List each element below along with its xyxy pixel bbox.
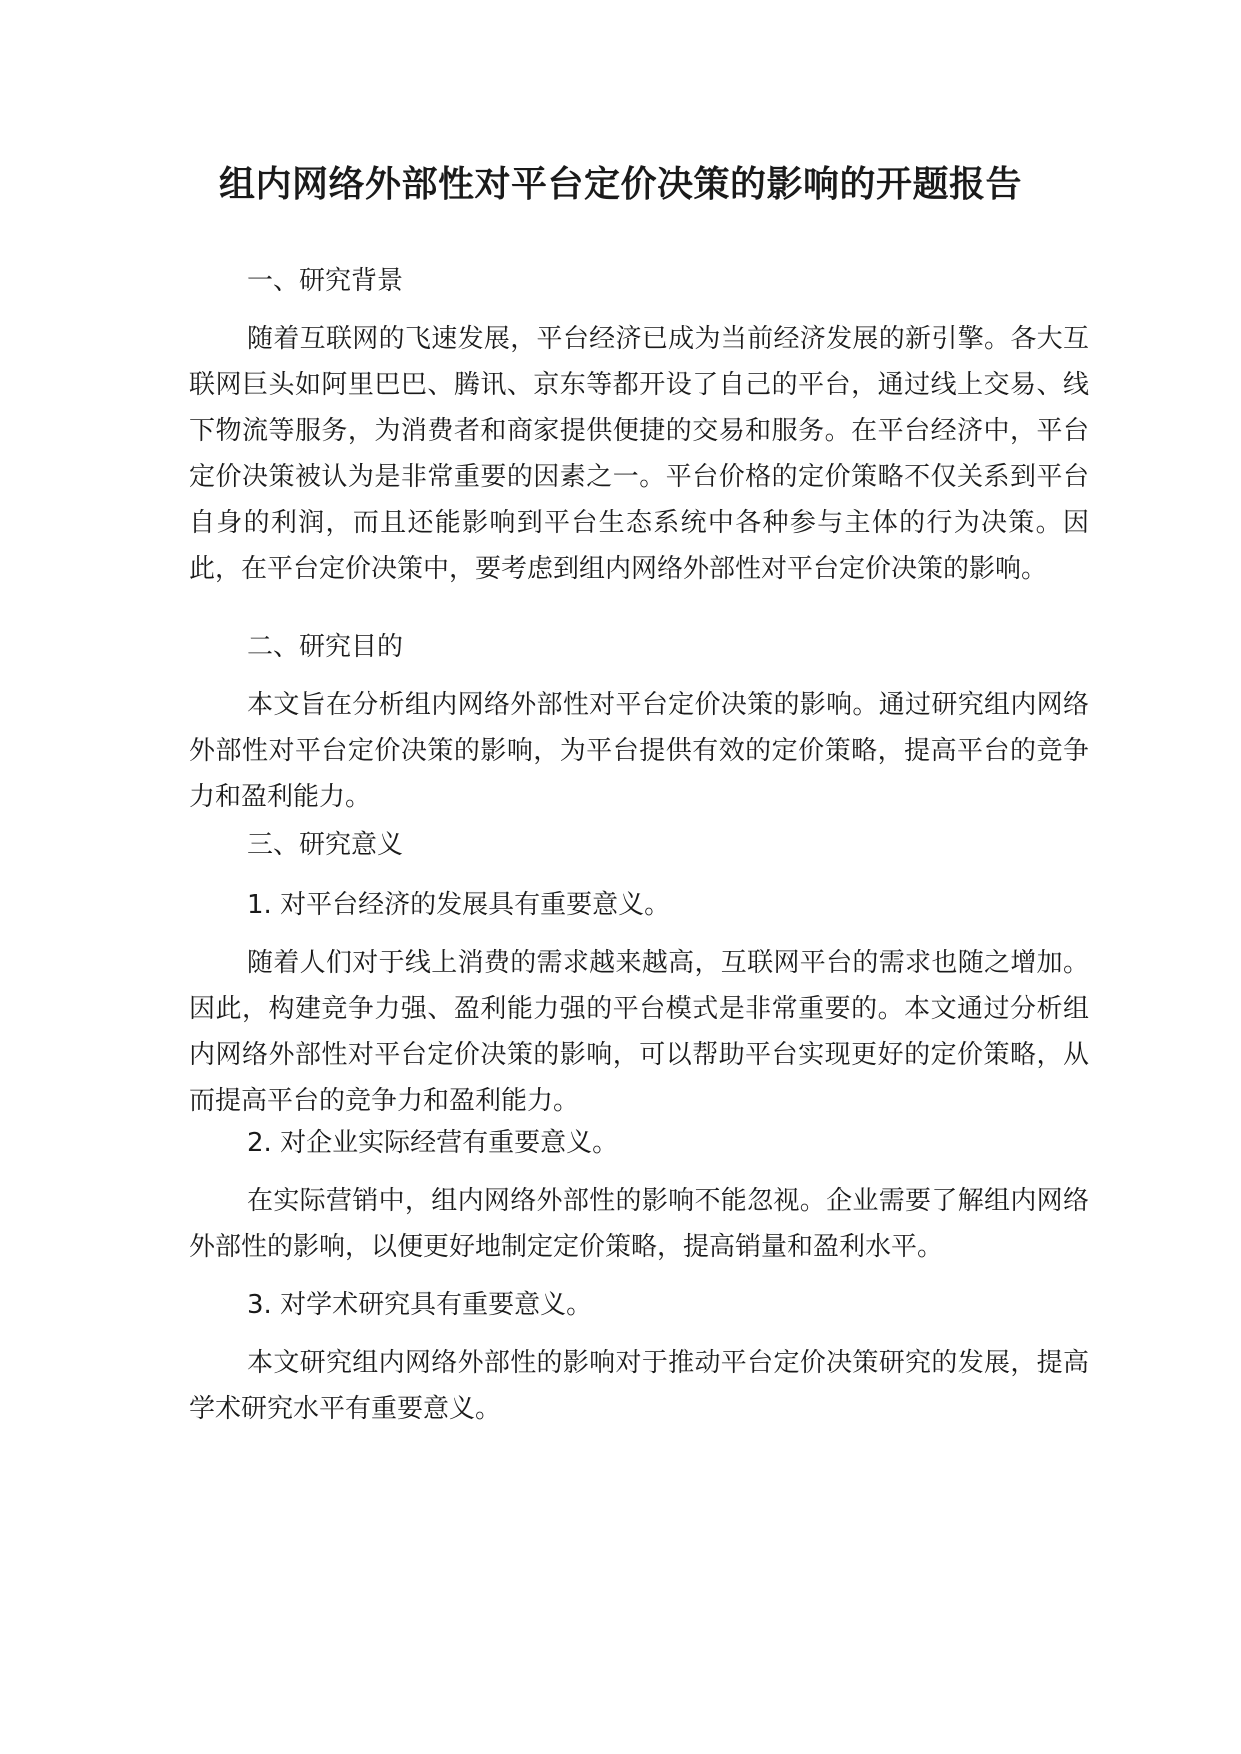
item-paragraph-3: 本文研究组内网络外部性的影响对于推动平台定价决策研究的发展，提高学术研究水平有重要意义。 <box>189 1348 1089 1424</box>
section-heading-background: 一、研究背景 <box>247 266 404 296</box>
item-heading-3: 3. 对学术研究具有重要意义。 <box>247 1290 593 1320</box>
item-paragraph-1: 随着人们对于线上消费的需求越来越高，互联网平台的需求也随之增加。因此，构建竞争力强、盈利能力强的平台模式是非常重要的。本文通过分析组内网络外部性对平台定价决策的影响，可以帮助平台实现更好的定价策略，从而提高平台的竞争力和盈利能力。 <box>189 948 1089 1116</box>
paragraph-background: 随着互联网的飞速发展，平台经济已成为当前经济发展的新引擎。各大互联网巨头如阿里巴巴、腾讯、京东等都开设了自己的平台，通过线上交易、线下物流等服务，为消费者和商家提供便捷的交易和服务。在平台经济中，平台定价决策被认为是非常重要的因素之一。平台价格的定价策略不仅关系到平台自身的利润，而且还能影响到平台生态系统中各种参与主体的行为决策。因此，在平台定价决策中，要考虑到组内网络外部性对平台定价决策的影响。 <box>189 324 1089 584</box>
paragraph-purpose: 本文旨在分析组内网络外部性对平台定价决策的影响。通过研究组内网络外部性对平台定价决策的影响，为平台提供有效的定价策略，提高平台的竞争力和盈利能力。 <box>189 690 1089 812</box>
document-title: 组内网络外部性对平台定价决策的影响的开题报告 <box>218 164 1022 205</box>
section-heading-significance: 三、研究意义 <box>247 830 404 860</box>
item-heading-2: 2. 对企业实际经营有重要意义。 <box>247 1128 619 1158</box>
item-paragraph-2: 在实际营销中，组内网络外部性的影响不能忽视。企业需要了解组内网络外部性的影响，以便更好地制定定价策略，提高销量和盈利水平。 <box>189 1186 1089 1262</box>
section-heading-purpose: 二、研究目的 <box>247 632 404 662</box>
item-heading-1: 1. 对平台经济的发展具有重要意义。 <box>247 890 671 920</box>
